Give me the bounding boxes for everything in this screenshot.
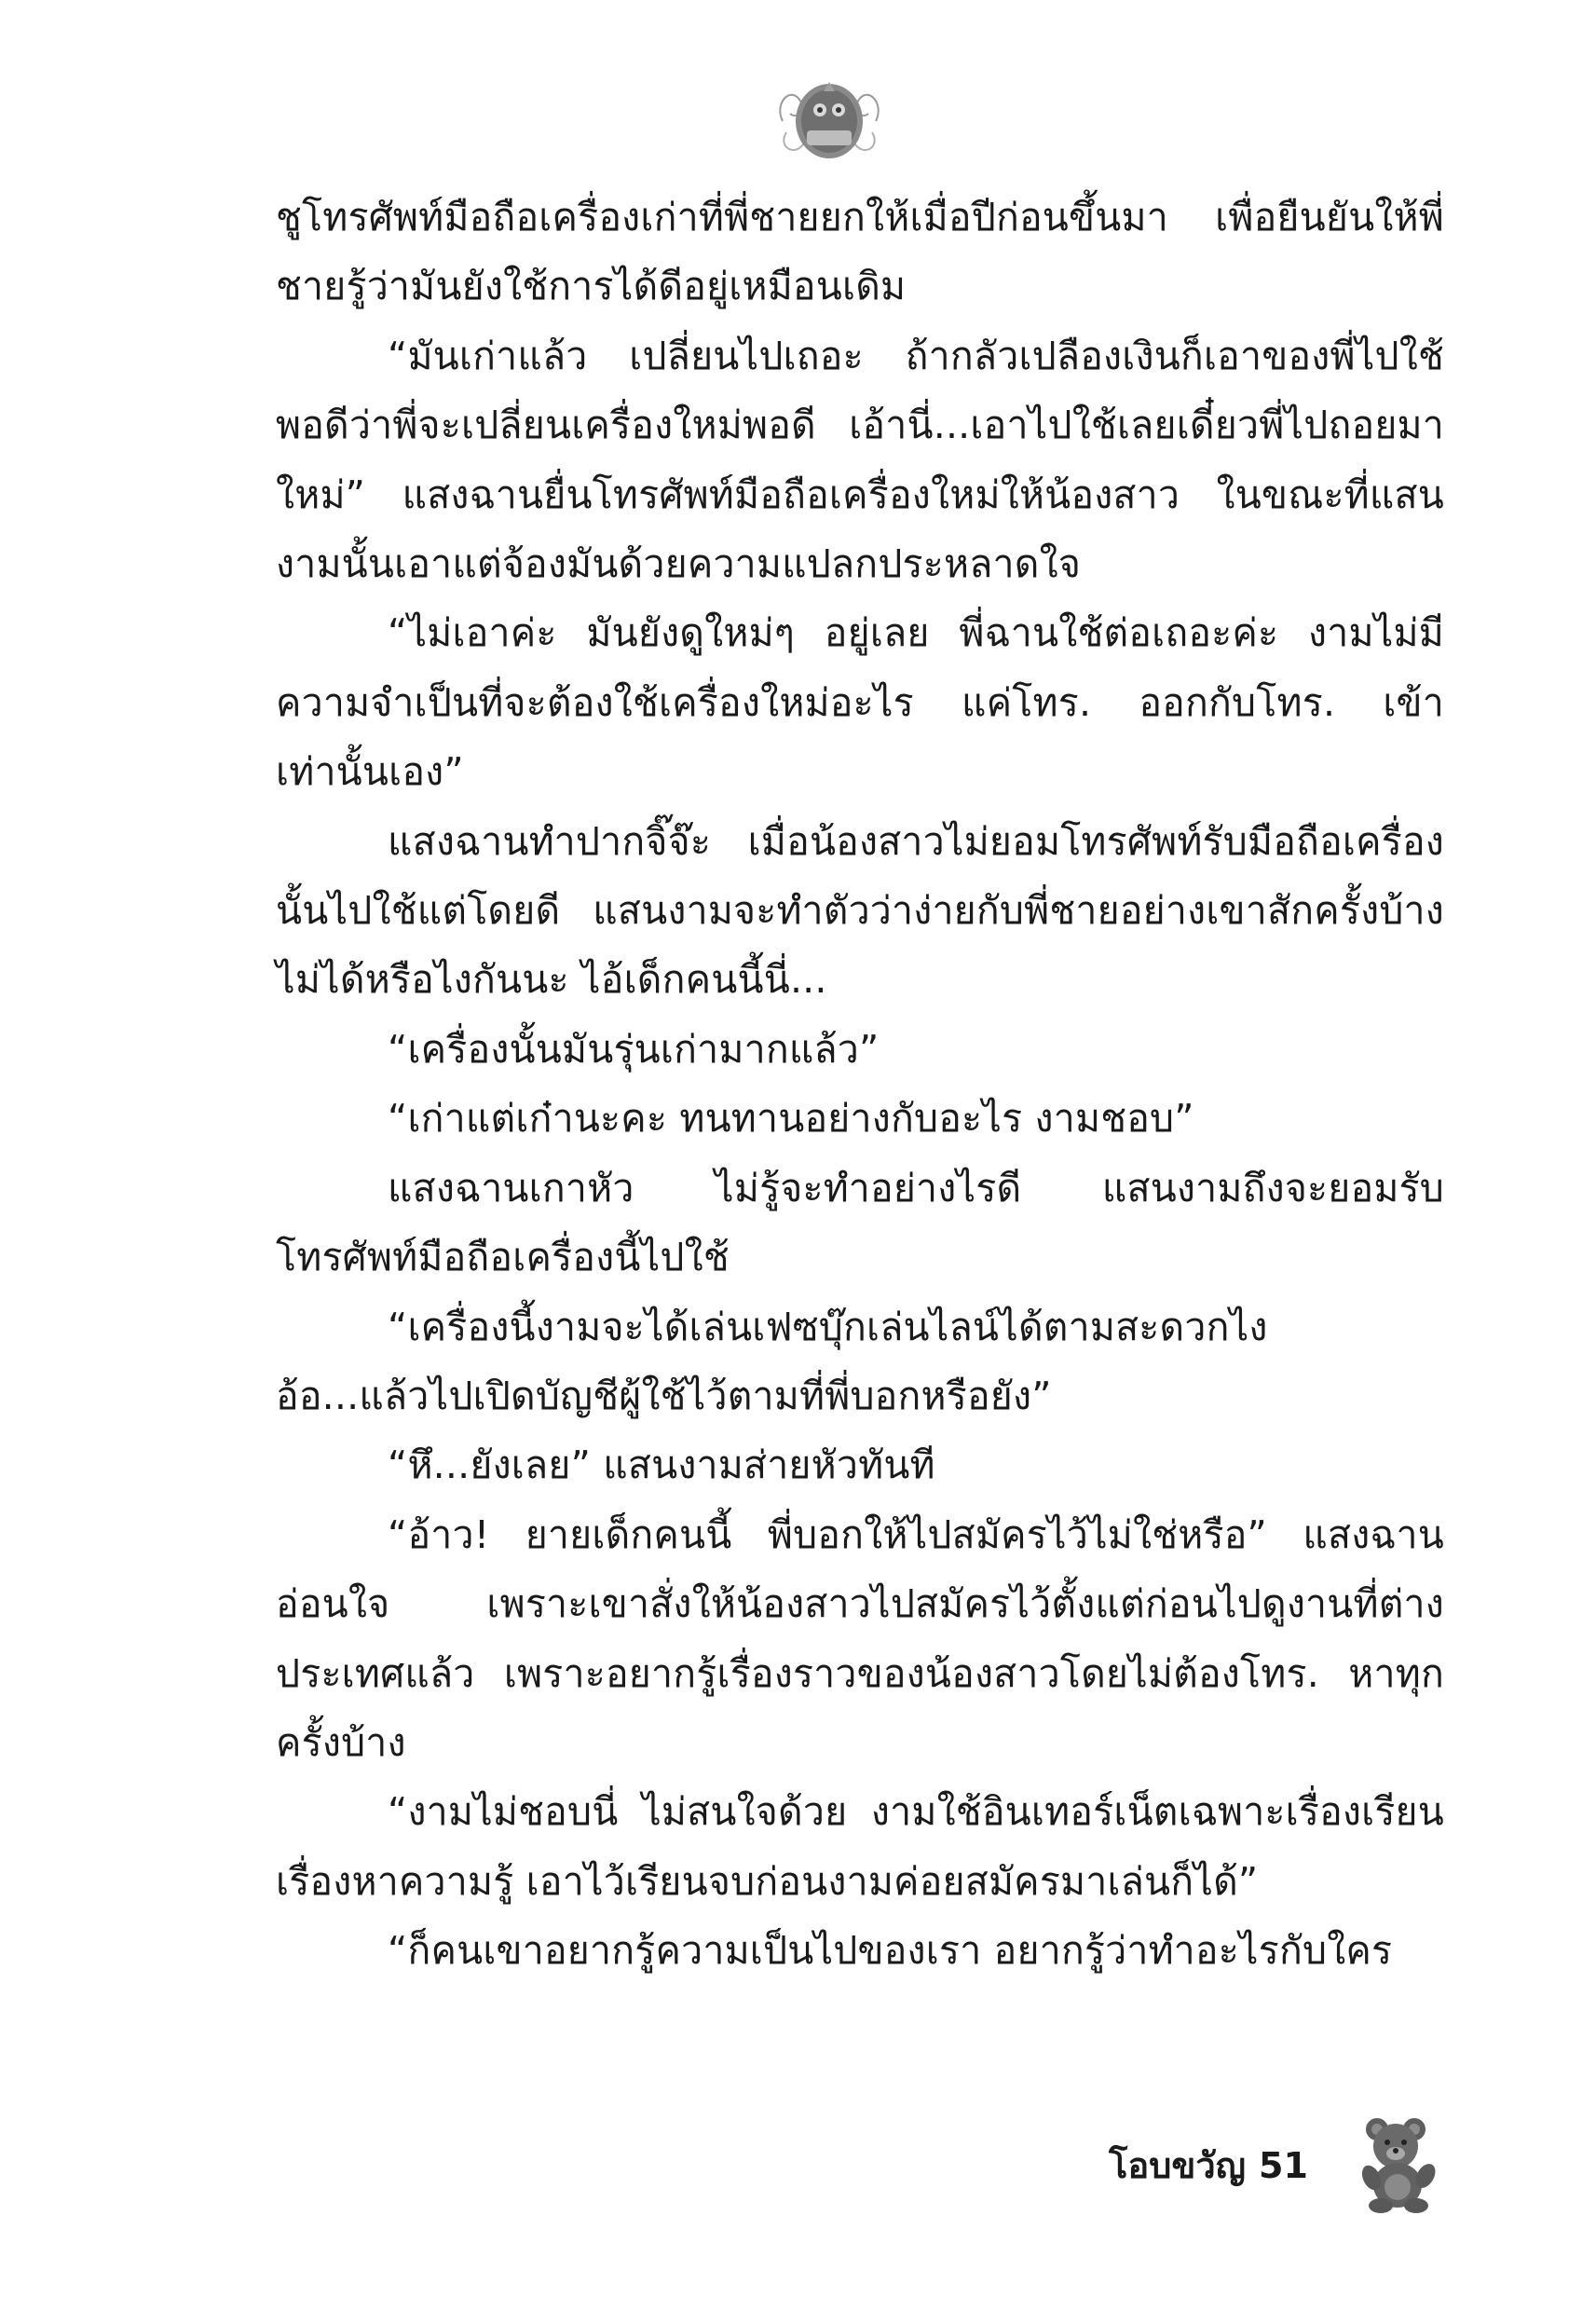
page-number: 51 (1259, 2145, 1308, 2186)
paragraph-7: แสงฉานเกาหัว ไม่รู้จะทำอย่างไรดี แสนงามถึงจะยอมรับโทรศัพท์มือถือเครื่องนี้ไปใช้ (276, 1165, 1444, 1280)
paragraph-2: “มันเก่าแล้ว เปลี่ยนไปเถอะ ถ้ากลัวเปลืองเงินก็เอาของพี่ไปใช้ พอดีว่าพี่จะเปลี่ยนเครื่องใหม่พอดี เอ้านี่...เอาไปใช้เลยเดี๋ยวพี่ไปถอยมาใหม่” แสงฉานยื่นโทรศัพท์มือถือเครื่องใหม่ให้น้องสาว ในขณะที่แสนงามนั้นเอาแต่จ้องมันด้วยความแปลกประหลาดใจ (276, 333, 1444, 587)
paragraph-1: ชูโทรศัพท์มือถือเครื่องเก่าที่พี่ชายยกให้เมื่อปีก่อนขึ้นมา เพื่อยืนยันให้พี่ชายรู้ว่ามันยังใช้การได้ดีอยู่เหมือนเดิม (276, 195, 1444, 309)
paragraph-5: “เครื่องนั้นมันรุ่นเก่ามากแล้ว” (388, 1026, 880, 1072)
page-footer (1071, 2111, 1463, 2222)
ornamental-emblem-icon (773, 65, 885, 168)
story-body (276, 183, 1444, 1986)
paragraph-9: “หึ...ยังเลย” แสนงามส่ายหัวทันที (388, 1443, 935, 1488)
paragraph-4: แสงฉานทำปากจิ๊จ๊ะ เมื่อน้องสาวไม่ยอมโทรศัพท์รับมือถือเครื่องนั้นไปใช้แต่โดยดี แสนงามจะทำตัวว่าง่ายกับพี่ชายอย่างเขาสักครั้งบ้างไม่ได้หรือไงกันนะ ไอ้เด็กคนนี้นี่... (276, 818, 1444, 1003)
paragraph-6: “เก่าแต่เก๋านะคะ ทนทานอย่างกับอะไร งามชอบ” (388, 1096, 1194, 1142)
teddy-bear-icon (1351, 2111, 1444, 2213)
book-title: โอบขวัญ (1109, 2145, 1247, 2186)
footer-label (1109, 2137, 1308, 2194)
paragraph-8: “เครื่องนี้งามจะได้เล่นเฟซบุ๊กเล่นไลน์ได้ตามสะดวกไง อ้อ...แล้วไปเปิดบัญชีผู้ใช้ไว้ตามที่พี่บอกหรือยัง” (276, 1304, 1268, 1418)
paragraph-10: “อ้าว! ยายเด็กคนนี้ พี่บอกให้ไปสมัครไว้ไม่ใช่หรือ” แสงฉานอ่อนใจ เพราะเขาสั่งให้น้องสาวไปสมัครไว้ตั้งแต่ก่อนไปดูงานที่ต่างประเทศแล้ว เพราะอยากรู้เรื่องราวของน้องสาวโดยไม่ต้องโทร. หาทุกครั้งบ้าง (276, 1511, 1444, 1765)
paragraph-3: “ไม่เอาค่ะ มันยังดูใหม่ๆ อยู่เลย พี่ฉานใช้ต่อเถอะค่ะ งามไม่มีความจำเป็นที่จะต้องใช้เครื่องใหม่อะไร แค่โทร. ออกกับโทร. เข้าเท่านั้นเอง” (276, 610, 1444, 795)
paragraph-11: “งามไม่ชอบนี่ ไม่สนใจด้วย งามใช้อินเทอร์เน็ตเฉพาะเรื่องเรียนเรื่องหาความรู้ เอาไว้เรียนจบก่อนงามค่อยสมัครมาเล่นก็ได้” (276, 1789, 1444, 1904)
paragraph-12: “ก็คนเขาอยากรู้ความเป็นไปของเรา อยากรู้ว่าทำอะไรกับใคร (388, 1928, 1393, 1974)
